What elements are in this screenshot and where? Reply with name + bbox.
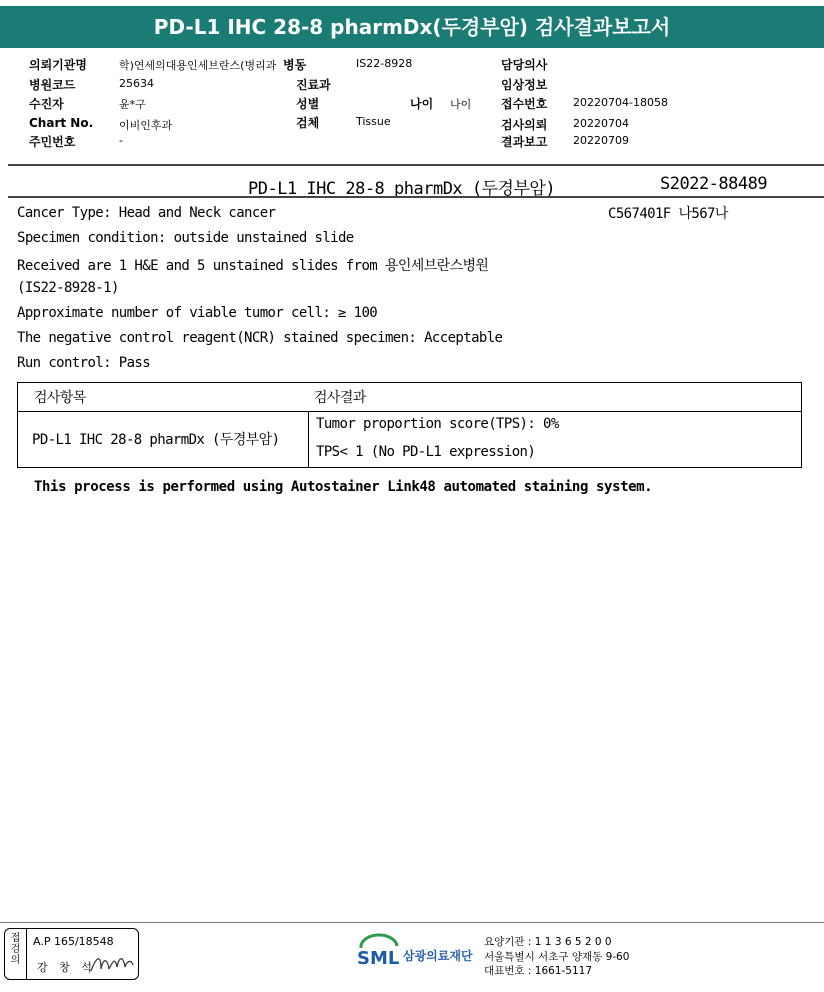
pathologist-name: 강 창 석 xyxy=(37,961,96,974)
department-label: 진료과 xyxy=(296,78,331,92)
footer-divider xyxy=(0,922,824,923)
report-line: Received are 1 H&E and 5 unstained slides from 용인세브란스병원 xyxy=(17,258,489,274)
sml-logo-mark xyxy=(357,932,479,972)
ward-value: IS22-8928 xyxy=(356,57,413,70)
specimen-value: Tissue xyxy=(356,115,391,128)
receipt-value: 20220704-18058 xyxy=(573,96,668,109)
report-line: (IS22-8928-1) xyxy=(17,280,119,296)
test-item: PD-L1 IHC 28-8 pharmDx (두경부암) xyxy=(32,432,280,448)
request-value: 20220704 xyxy=(573,117,629,130)
id-value: - xyxy=(119,134,123,147)
pathologist-stamp xyxy=(4,928,139,980)
sex-label: 성별 xyxy=(296,97,320,111)
logo-text: SML xyxy=(357,948,400,969)
title-divider xyxy=(8,196,824,198)
result-table xyxy=(17,382,802,468)
report-number: S2022-88489 xyxy=(660,174,768,194)
report-title: PD-L1 IHC 28-8 pharmDx (두경부암) xyxy=(248,179,556,199)
lab-address: 서울특별시 서초구 양재동 9-60 xyxy=(484,950,630,963)
specimen-code: C567401F 나567나 xyxy=(608,206,728,222)
institution-label: 의뢰기관명 xyxy=(29,58,87,72)
age-value: 나이 xyxy=(450,98,472,111)
result-interpretation: TPS< 1 (No PD-L1 expression) xyxy=(316,444,536,460)
id-label: 주민번호 xyxy=(29,135,76,149)
ward-label: 병동 xyxy=(283,58,307,72)
result-tps: Tumor proportion score(TPS): 0% xyxy=(316,416,559,432)
age-label: 나이 xyxy=(410,97,434,111)
header-divider xyxy=(8,164,824,166)
chart-label: Chart No. xyxy=(29,116,94,130)
logo-org-name: 삼광의료재단 xyxy=(403,949,473,963)
request-label: 검사의뢰 xyxy=(501,118,548,132)
report-line: Run control: Pass xyxy=(17,355,151,371)
hospital-code-value: 25634 xyxy=(119,77,154,90)
report-line: The negative control reagent(NCR) stained specimen: Acceptable xyxy=(17,330,503,346)
stamp-ap-number: A.P 165/18548 xyxy=(33,935,114,948)
specimen-label: 검체 xyxy=(296,116,320,130)
report-line: Specimen condition: outside unstained slide xyxy=(17,230,354,246)
receipt-label: 접수번호 xyxy=(501,97,548,111)
patient-label: 수진자 xyxy=(29,97,64,111)
report-line: Approximate number of viable tumor cell: ≥ 100 xyxy=(17,305,378,321)
institution-value: 학)연세의대용인세브란스(병리과 xyxy=(119,59,277,72)
hospital-code-label: 병원코드 xyxy=(29,78,76,92)
report-date-label: 결과보고 xyxy=(501,135,548,149)
chart-value: 이비인후과 xyxy=(119,119,173,132)
process-note: This process is performed using Autostainer Link48 automated staining system. xyxy=(34,479,653,495)
patient-value: 윤*구 xyxy=(119,98,146,111)
doctor-label: 담당의사 xyxy=(501,58,548,72)
clinical-info-label: 임상정보 xyxy=(501,78,548,92)
report-banner-title: PD-L1 IHC 28-8 pharmDx(두경부암) 검사결과보고서 xyxy=(0,6,824,48)
lab-contact-info xyxy=(484,935,629,979)
stamp-vertical-text: 접 검 의 xyxy=(10,933,21,966)
signature-image xyxy=(89,951,135,977)
stamp-vertical-label xyxy=(5,929,27,979)
report-date-value: 20220709 xyxy=(573,134,629,147)
table-column-divider xyxy=(308,411,309,467)
result-table-header xyxy=(18,383,801,412)
sml-logo xyxy=(357,932,479,976)
lab-phone: 대표번호 : 1661-5117 xyxy=(484,965,593,977)
column-header-result: 검사결과 xyxy=(314,390,366,406)
column-header-item: 검사항목 xyxy=(34,390,86,406)
report-line: Cancer Type: Head and Neck cancer xyxy=(17,205,276,221)
care-institution-number: 요양기관 : 1 1 3 6 5 2 0 0 xyxy=(484,936,612,948)
